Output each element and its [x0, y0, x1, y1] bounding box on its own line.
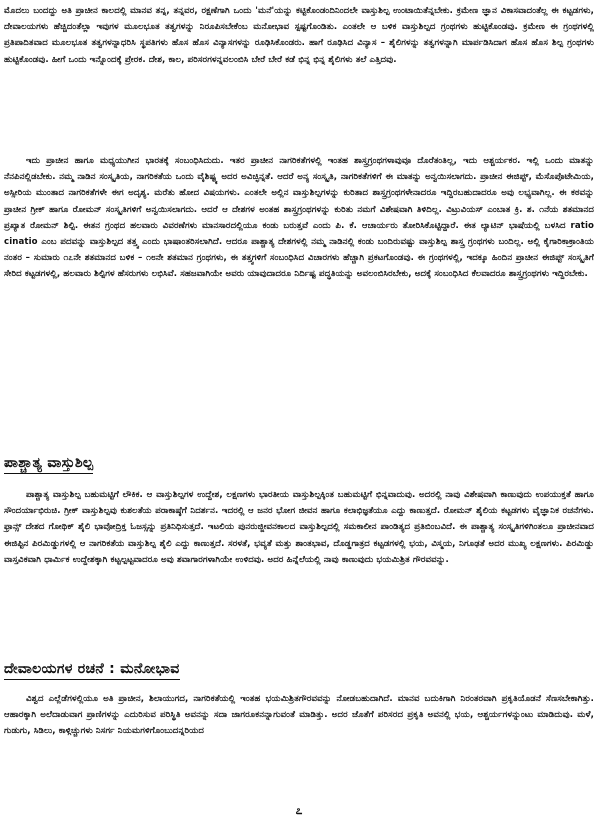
paragraph-4: ವಿಶ್ವದ ಎಲ್ಲೆಡೆಗಳಲ್ಲಿಯೂ ಅತಿ ಪ್ರಾಚೀನ, ಶಿಲಾಯುಗದ, ನಾಗರಿಕತೆಯಲ್ಲಿ ಇಂತಹ ಭಯಮಿಶ್ರಿತಗೌರವವನ್ನು ನೋಡಬಹುದಾಗಿದೆ. ಮಾನವ ಬದುಕಿಗಾಗಿ ನಿರಂತರವಾಗಿ ಪ್ರಕೃತಿಯೊಡನೆ ಸೆಣಸಬೇಕಾಗಿತ್ತು. ಆಹಾರಕ್ಕಾಗಿ ಅಲೆದಾಡುವಾಗ ಪ್ರಾಣಿಗಳನ್ನು ಎದುರಿಸುವ ಪರಿಸ್ಥಿತಿ ಅವನನ್ನು ಸದಾ ಜಾಗರೂಕನನ್ನಾಗುವಂತೆ ಮಾಡಿತ್ತು. ಅದರ ಜೊತೆಗೆ ಪರಿಸರದ ಪ್ರಕೃತಿ ಅವನಲ್ಲಿ ಭಯ, ಆಶ್ಚರ್ಯಗಳನ್ನುಂಟು ಮಾಡಿದುವು. ಮಳೆ, ಗುಡುಗು, ಸಿಡಿಲು, ಕಾಳ್ಗಿಚ್ಚುಗಳು ನಿಸರ್ಗ ನಿಯಮಗಳಿಗೊಂಬುದನ್ನರಿಯದ: [4, 694, 594, 737]
section-heading-western-architecture: ಪಾಶ್ಚಾತ್ಯ ವಾಸ್ತುಶಿಲ್ಪ: [4, 453, 93, 474]
document-page: [4, 3, 594, 823]
paragraph-2: ಇದು ಪ್ರಾಚೀನ ಹಾಗೂ ಮಧ್ಯಯುಗೀನ ಭಾರತಕ್ಕೆ ಸಂಬಂಧಿಸಿದುದು. ಇತರ ಪ್ರಾಚೀನ ನಾಗರಿಕತೆಗಳಲ್ಲಿ ಇಂತಹ ಶಾಸ್ತ್ರಗ್ರಂಥಗಳಾವುವೂ ದೊರೆತಂತಿಲ್ಲ, ಇದು ಆಶ್ಚರ್ಯಕರ. ಇಲ್ಲಿ ಒಂದು ಮಾತನ್ನು ನೆನಪಿನಲ್ಲಿಡಬೇಕು. ನಮ್ಮ ನಾಡಿನ ಸಂಸ್ಕೃತಿಯ, ನಾಗರಿಕತೆಯ ಒಂದು ವೈಶಿಷ್ಟ್ಯ ಅದರ ಅವಿಚ್ಛಿನ್ನತೆ. ಆದರೆ ಅನ್ಯ ಸಂಸ್ಕೃತಿ, ನಾಗರಿಕತೆಗಳಿಗೆ ಈ ಮಾತನ್ನು ಅನ್ವಯಿಸಲಾಗದು. ಪ್ರಾಚೀನ ಈಜಿಪ್ಟ್, ಮೆಸೊಪೊಟೇಮಿಯ, ಅಸ್ಸೀರಿಯ ಮುಂತಾದ ನಾಗರಿಕತೆಗಳೇ ಈಗ ಅದೃಶ್ಯ. ಮರೆತು ಹೋದ ವಿಷಯಗಳು. ಎಂತಲೇ ಅಲ್ಲಿನ ವಾಸ್ತುಶಿಲ್ಪಗಳನ್ನು ಕುರಿತಾದ ಶಾಸ್ತ್ರಗ್ರಂಥಗಳೇನಾದರೂ ಇದ್ದಿರಬಹುದಾದರೂ ಅವು ಲಭ್ಯವಾಗಿಲ್ಲ. ಈ ಕಠವನ್ನು ಪ್ರಾಚೀನ ಗ್ರೀಕ್ ಹಾಗೂ ರೋಮನ್ ಸಂಸ್ಕೃತಿಗಳಿಗೆ ಅನ್ವಯಿಸಲಾಗದು. ಆದರೆ ಆ ದೇಶಗಳ ಅಂತಹ ಶಾಸ್ತ್ರಗ್ರಂಥಗಳನ್ನು ಕುರಿತು ನಮಗೆ ವಿಶೇಷವಾಗಿ ತಿಳಿದಿಲ್ಲ. ವಿಟ್ರುವಿಯಸ್ ಎಂಬಾತ ಕ್ರಿ. ಶ. ೧ನೆಯ ಶತಮಾನದ ಪ್ರಖ್ಯಾತ ರೋಮನ್ ಶಿಲ್ಪಿ. ಈತನ ಗ್ರಂಥದ ಹಲವಾರು ವಿವರಣೆಗಳು ಮಾನಸಾರದಲ್ಲಿಯೂ ಕಂಡು ಬರುತ್ತವೆ ಎಂದು ಪಿ. ಕೆ. ಆಚಾರ್ಯರು ತೋರಿಸಿಕೊಟ್ಟಿದ್ದಾರೆ. ಈತ ಲ್ಯಾಟಿನ್ ಭಾಷೆಯಲ್ಲಿ ಬಳಸಿದ ratio cinatio ಎಂಬ ಪದವನ್ನು ವಾಸ್ತುಶಿಲ್ಪದ ತತ್ತ್ವ ಎಂದು ಭಾಷಾಂತರಿಸಲಾಗಿದೆ. ಆದರೂ ಪಾಶ್ಚಾತ್ಯ ದೇಶಗಳಲ್ಲಿ ನಮ್ಮ ನಾಡಿನಲ್ಲಿ ಕಂಡು ಬಂದಿರುವಷ್ಟು ವಾಸ್ತುಶಿಲ್ಪ ಶಾಸ್ತ್ರ ಗ್ರಂಥಗಳು ಬಂದಿಲ್ಲ. ಅಲ್ಲಿ ಕೈಗಾರಿಕಾಕ್ರಾಂತಿಯ ನಂತರ – ಸುಮಾರು ೧೭ನೇ ಶತಮಾನದ ಬಳಿಕ – ೧೮ನೇ ಶತಮಾನ ಗ್ರಂಥಗಳು, ಈ ತತ್ತ್ವಗಳಿಗೆ ಸಂಬಂಧಿಸಿದ ವಿಚಾರಗಳು ಹೆಚ್ಚಾಗಿ ಪ್ರಕಟಗೊಂಡವು. ಈ ಗ್ರಂಥಗಳಲ್ಲಿ, ಇದಕ್ಕೂ ಹಿಂದಿನ ಪ್ರಾಚೀನ ಈಜಿಪ್ಟ್ ಸಂಸ್ಕೃತಿಗೆ ಸೇರಿದ ಕಟ್ಟಡಗಳಲ್ಲಿ, ಹಲವಾರು ಶಿಲ್ಪಿಗಳ ಹೆಸರುಗಳು ಲಭಿಸಿವೆ. ಸಹಜವಾಗಿಯೇ ಅವರು ಯಾವುದಾದರೂ ನಿರ್ದಿಷ್ಟ ಪದ್ಧತಿಯನ್ನು ಅವಲಂಬಿಸಿರಬೇಕು, ಅದಕ್ಕೆ ಸಂಬಂಧಿಸಿದ ಕೆಲವಾದರೂ ಶಾಸ್ತ್ರಗ್ರಂಥಗಳು ಇದ್ದಿರಬೇಕು.: [4, 156, 594, 280]
page-number: ೭: [295, 803, 303, 817]
section-heading-temple-construction: ದೇವಾಲಯಗಳ ರಚನೆ : ಮನೋಭಾವ: [4, 659, 180, 680]
paragraph-3: ಪಾಶ್ಚಾತ್ಯ ವಾಸ್ತುಶಿಲ್ಪ ಬಹುಮಟ್ಟಿಗೆ ಲೌಕಿಕ. ಆ ವಾಸ್ತುಶಿಲ್ಪಗಳ ಉದ್ದೇಶ, ಲಕ್ಷಣಗಳು ಭಾರತೀಯ ವಾಸ್ತುಶಿಲ್ಪಕ್ಕಿಂತ ಬಹುಮಟ್ಟಿಗೆ ಭಿನ್ನವಾದುವು. ಅದರಲ್ಲಿ ನಾವು ವಿಶೇಷವಾಗಿ ಕಾಣುವುದು ಉಪಯುಕ್ತತೆ ಹಾಗೂ ಸೌಂದರ್ಯಾಭಿರುಚಿ. ಗ್ರೀಕ್ ವಾಸ್ತುಶಿಲ್ಪವು ಕುಶಲತೆಯ ಪರಾಕಾಷ್ಠೆಗೆ ನಿದರ್ಶನ. ಇದರಲ್ಲಿ ಆ ಜನರ ಭೋಗ ಜೀವನ ಹಾಗೂ ಕಲಾಭಿಜ್ಞತೆಯೂ ಎದ್ದು ಕಾಣುತ್ತದೆ. ರೋಮನ್ ಶೈಲಿಯ ಕಟ್ಟಡಗಳು ವೈಜ್ಞಾನಿಕ ರಚನೆಗಳು. ಫ್ರಾನ್ಸ್ ದೇಶದ ಗೋಥಿಕ್ ಶೈಲಿ ಭಾವೋದ್ರಿಕ್ತ ಓಜಸ್ಸನ್ನು ಪ್ರತಿನಿಧಿಸುತ್ತದೆ. ಇಟಲಿಯ ಪುನರುಜ್ಜೀವನಕಾಲದ ವಾಸ್ತುಶಿಲ್ಪದಲ್ಲಿ ಸಮಕಾಲೀನ ಪಾಂಡಿತ್ಯದ ಪ್ರತಿಬಿಂಬವಿದೆ. ಈ ಪಾಶ್ಚಾತ್ಯ ಸಂಸ್ಕೃತಿಗಳಿಗಿಂತಲೂ ಪ್ರಾಚೀನವಾದ ಈಜಿಪ್ಟಿನ ಪಿರಮಿಡ್ಡುಗಳಲ್ಲಿ ಆ ನಾಗರಿಕತೆಯ ವಾಸ್ತುಶಿಲ್ಪ ಶೈಲಿ ಎದ್ದು ಕಾಣುತ್ತದೆ. ಸರಳತೆ, ಭವ್ಯತೆ ಮತ್ತು ಶಾಂತಭಾವ, ದೊಡ್ಡಗಾತ್ರದ ಕಟ್ಟಡಗಳಲ್ಲಿ ಭಯ, ವಿಸ್ಮಯ, ನಿಗೂಢತೆ ಅದರ ಮುಖ್ಯ ಲಕ್ಷಣಗಳು. ಪಿರಮಿಡ್ಡು ವಾಸ್ತವಿಕವಾಗಿ ಧಾರ್ಮಿಕ ಉದ್ದೇಶಕ್ಕಾಗಿ ಕಟ್ಟಲ್ಪಟ್ಟವಾದರೂ ಅವು ಶವಾಗಾರಗಳಾಗಿಯೇ ಉಳಿದವು. ಅದರ ಹಿನ್ನೆಲೆಯಲ್ಲಿ ನಾವು ಕಾಣುವುದು ಭಯಮಿಶ್ರಿತ ಗೌರವವನ್ನು.: [4, 490, 594, 565]
paragraph-1: ಮೊದಲು ಬಂದದ್ದು ಅತಿ ಪ್ರಾಚೀನ ಕಾಲದಲ್ಲಿ ಮಾನವ ತನ್ನ, ತನ್ನವರ, ರಕ್ಷಣೆಗಾಗಿ ಒಂದು 'ಮನೆ'ಯನ್ನು ಕಟ್ಟಿಕೊಂಡಂದಿನಿಂದಲೇ ವಾಸ್ತುಶಿಲ್ಪ ಉಂಟಾಯಿತೆನ್ನಬೇಕು. ಕ್ರಮೇಣ ಜ್ಞಾನ ವಿಕಾಸವಾದಂತೆಲ್ಲ ಈ ಕಟ್ಟಡಗಳು, ದೇವಾಲಯಗಳು ಹೆಚ್ಚಿದಂತೆಲ್ಲಾ ಇವುಗಳ ಮೂಲಭೂತ ತತ್ವಗಳನ್ನು ನಿರೂಪಿಸಬೇಕೆಂಬ ಮನೋಭಾವ ಸ್ಪಷ್ಟಗೊಂಡಿತು. ಎಂತಲೇ ಆ ಬಳಿಕ ವಾಸ್ತುಶಿಲ್ಪದ ಗ್ರಂಥಗಳು ಹುಟ್ಟಿಕೊಂಡವು. ಕ್ರಮೇಣ ಈ ಗ್ರಂಥಗಳಲ್ಲಿ ಪ್ರತಿಪಾದಿತವಾದ ಮೂಲಭೂತ ತತ್ವಗಳನ್ನಾಧರಿಸಿ ಸ್ಥಪತಿಗಳು ಹೊಸ ಹೊಸ ವಿನ್ಯಾಸಗಳನ್ನು ರೂಢಿಸಿಕೊಂಡರು. ಹಾಗೆ ರೂಢಿಸಿದ ವಿನ್ಯಾಸ – ಶೈಲಿಗಳನ್ನು ತತ್ವಗಳನ್ನಾಗಿ ಮಾರ್ಪಡಿಸಿದಾಗ ಹೊಸ ಹೊಸ ಶಿಲ್ಪ ಗ್ರಂಥಗಳು ಹುಟ್ಟಿಕೊಂಡವು. ಹೀಗೆ ಒಂದು ಇನ್ನೊಂದಕ್ಕೆ ಪ್ರೇರಕ. ದೇಶ, ಕಾಲ, ಪರಿಸರಗಳನ್ನವಲಂಬಿಸಿ ಬೇರೆ ಬೇರೆ ಕಡೆ ಭಿನ್ನ ಭಿನ್ನ ಶೈಲಿಗಳು ತಲೆ ಎತ್ತಿದವು.: [4, 6, 594, 65]
